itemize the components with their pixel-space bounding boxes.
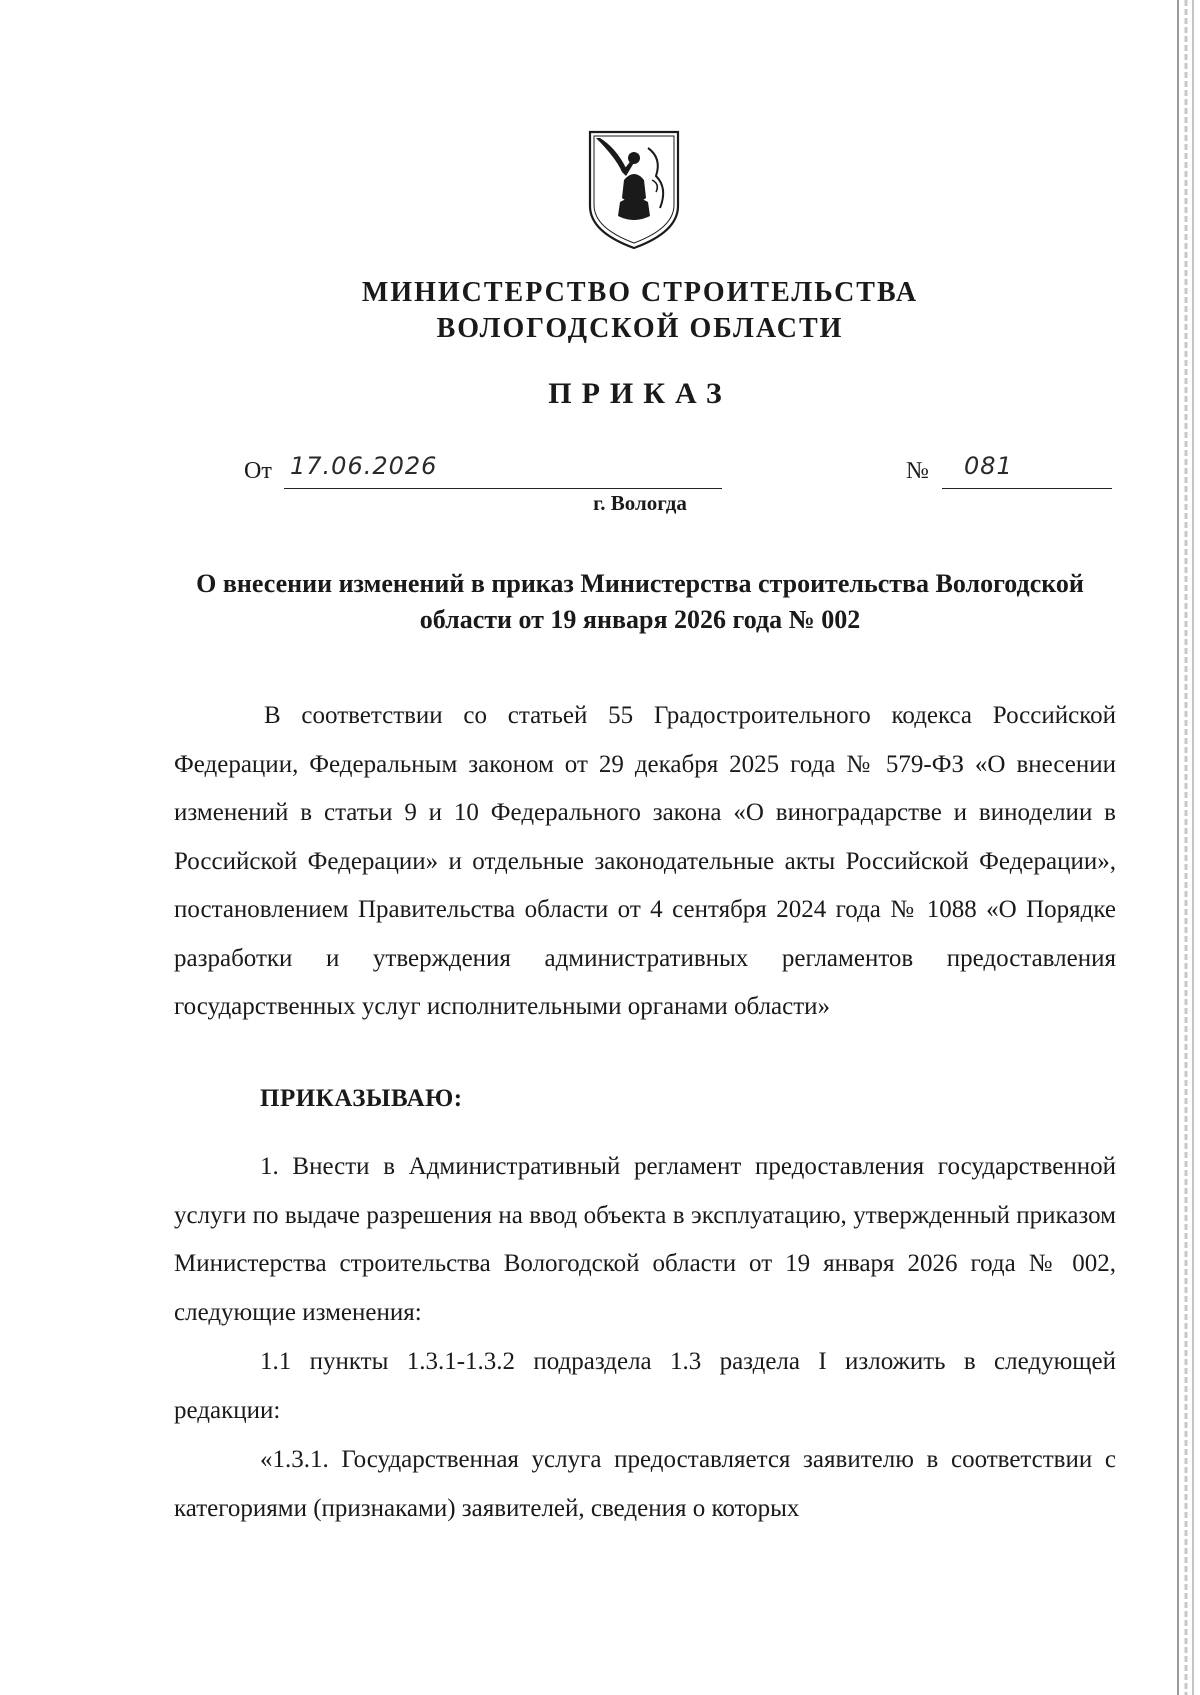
date-underline <box>284 488 722 489</box>
vologda-coat-of-arms-icon <box>586 128 682 252</box>
ministry-name-line-1: МИНИСТЕРСТВО СТРОИТЕЛЬСТВА <box>361 277 919 308</box>
city-of-issue: г. Вологда <box>593 491 687 515</box>
preamble-paragraph: В соответствии со статьей 55 Градостроительного кодекса Российской Федерации, Федеральным законом от 29 декабря 2025 года № 579-ФЗ «О внесении изменений в статьи 9 и 10 Федерального закона «О виноградарстве и виноделии в Российской Федерации» и отдельные законодательные акты Российской Федерации», постановлением Правительства области от 4 сентября 2024 года № 1088 «О Порядке разработки и утверждения административных регламентов предоставления государственных услуг исполнительными органами области» <box>174 702 1116 1020</box>
item-1-1-paragraph: 1.1 пункты 1.3.1-1.3.2 подраздела 1.3 раздела I изложить в следующей редакции: <box>174 1348 1116 1424</box>
coat-of-arms-emblem <box>586 128 682 252</box>
scan-edge-artifact <box>1166 0 1200 1695</box>
date-value-handwritten: 17.06.2026 <box>290 452 438 480</box>
decree-word: ПРИКАЗЫВАЮ: <box>260 1085 463 1112</box>
number-label: № <box>906 458 929 484</box>
ministry-name-line-2: ВОЛОГОДСКОЙ ОБЛАСТИ <box>436 313 844 344</box>
document-type-title: ПРИКАЗ <box>548 377 732 410</box>
order-subject-heading: О внесении изменений в приказ Министерства строительства Вологодской области от 19 января 2026 года № 002 <box>196 569 1084 634</box>
item-1-paragraph: 1. Внести в Административный регламент предоставления государственной услуги по выдаче разрешения на ввод объекта в эксплуатацию, утвержденный приказом Министерства строительства Вологодской области от 19 января 2026 года № 002, следующие изменения: <box>174 1153 1116 1326</box>
date-label: От <box>244 458 272 484</box>
number-value-handwritten: 081 <box>964 452 1013 480</box>
number-underline <box>942 488 1112 489</box>
item-1-3-1-paragraph: «1.3.1. Государственная услуга предоставляется заявителю в соответствии с категориями (признаками) заявителей, сведения о которых <box>174 1446 1116 1522</box>
